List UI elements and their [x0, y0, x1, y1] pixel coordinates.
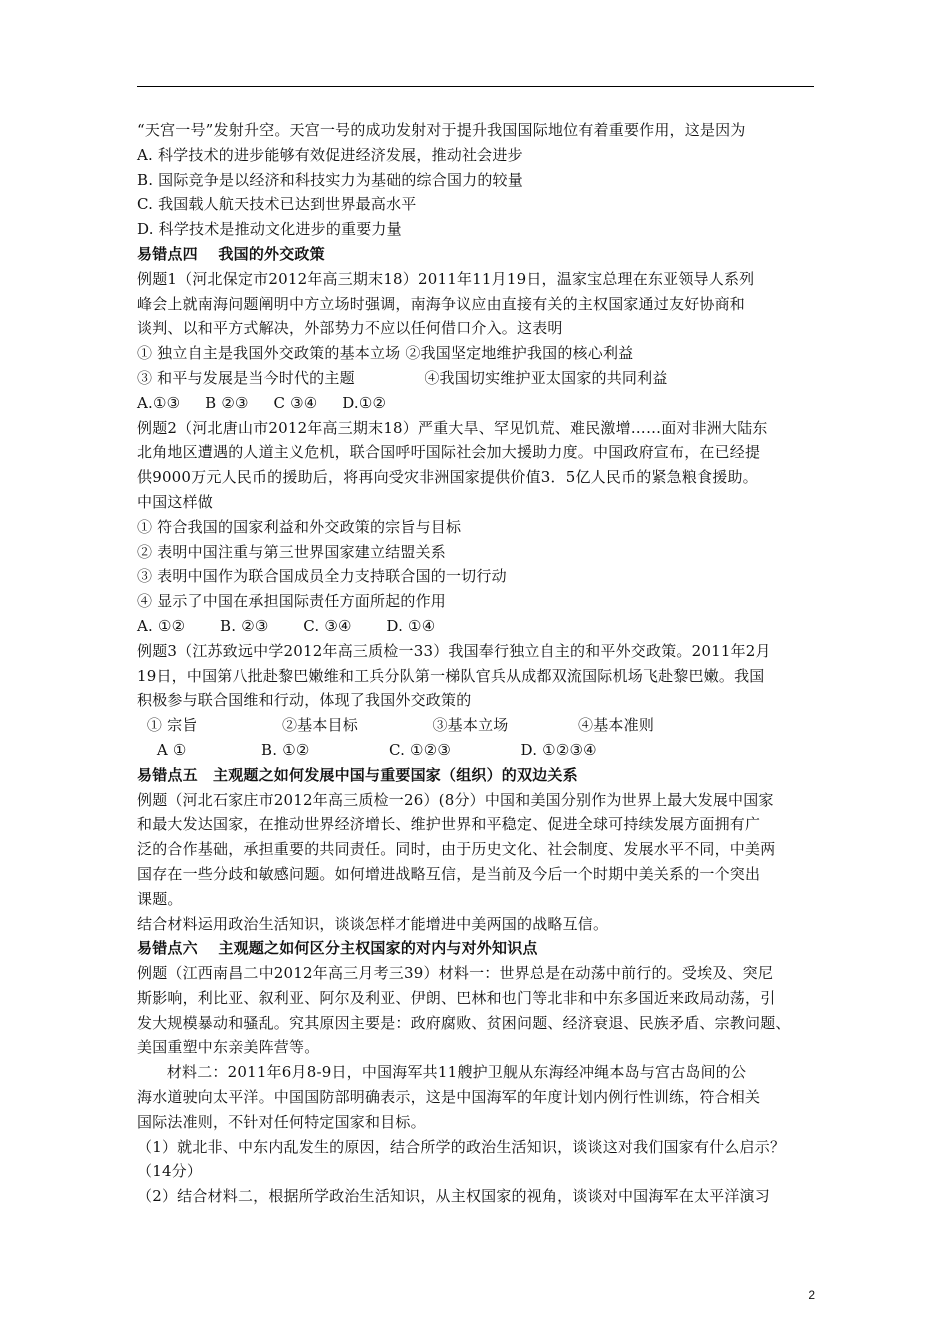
text-line: 斯影响，利比亚、叙利亚、阿尔及利亚、伊朗、巴林和也门等北非和中东多国近来政局动荡，引 [137, 988, 776, 1007]
option-a: A. 科学技术的进步能够有效促进经济发展，推动社会进步 [137, 145, 523, 164]
text-line: 例题3（江苏致远中学2012年高三质检一33）我国奉行独立自主的和平外交政策。2011年2月 [137, 641, 771, 660]
text-line: ④ 显示了中国在承担国际责任方面所起的作用 [137, 592, 446, 611]
text-line: ① 独立自主是我国外交政策的基本立场 ②我国坚定地维护我国的核心利益 [137, 344, 634, 363]
text-line: 发大规模暴动和骚乱。究其原因主要是：政府腐败、贫困问题、经济衰退、民族矛盾、宗教问题、 [137, 1013, 791, 1032]
text-line: ① 宗旨 ②基本目标 ③基本立场 ④基本准则 [137, 716, 655, 735]
option-d: D. 科学技术是推动文化进步的重要力量 [137, 220, 402, 239]
text-line: 国际法准则，不针对任何特定国家和目标。 [137, 1112, 426, 1131]
text-line: ② 表明中国注重与第三世界国家建立结盟关系 [137, 542, 446, 561]
page-number: 2 [808, 1288, 815, 1302]
text-line: “天宫一号”发射升空。天宫一号的成功发射对于提升我国国际地位有着重要作用，这是因为 [137, 121, 746, 139]
text-line: 例题（河北石家庄市2012年高三质检一26）(8分）中国和美国分别作为世界上最大发展中国家 [137, 790, 774, 809]
answer-options: A.①③ B ②③ C ③④ D.①② [137, 393, 387, 412]
text-line: 谈判、以和平方式解决，外部势力不应以任何借口介入。这表明 [137, 319, 563, 338]
text-line: 中国这样做 [137, 492, 214, 511]
text-line: 北角地区遭遇的人道主义危机，联合国呼吁国际社会加大援助力度。中国政府宣布，在已经提 [137, 443, 761, 462]
answer-options: A ① B. ①② C. ①②③ D. ①②③④ [137, 740, 597, 759]
document-body [137, 118, 827, 1209]
text-line: （14分） [137, 1162, 203, 1181]
text-line: 美国重塑中东亲美阵营等。 [137, 1038, 320, 1057]
text-line: 例题1（河北保定市2012年高三期末18）2011年11月19日，温家宝总理在东亚领导人系列 [137, 269, 755, 288]
text-line: （2）结合材料二，根据所学政治生活知识，从主权国家的视角，谈谈对中国海军在太平洋演习 [137, 1187, 770, 1206]
text-line: 材料二：2011年6月8-9日，中国海军共11艘护卫舰从东海经冲绳本岛与宫古岛间的公 [137, 1063, 747, 1082]
text-line: 国存在一些分歧和敏感问题。如何增进战略互信，是当前及今后一个时期中美关系的一个突出 [137, 864, 761, 883]
text-line: 峰会上就南海问题阐明中方立场时强调，南海争议应由直接有关的主权国家通过友好协商和 [137, 294, 746, 313]
text-line: 例题（江西南昌二中2012年高三月考三39）材料一：世界总是在动荡中前行的。受埃及、突尼 [137, 964, 774, 983]
text-line: ③ 和平与发展是当今时代的主题 ④我国切实维护亚太国家的共同利益 [137, 368, 668, 387]
text-line: ① 符合我国的国家利益和外交政策的宗旨与目标 [137, 517, 462, 536]
section-heading-6: 易错点六 主观题之如何区分主权国家的对内与对外知识点 [137, 939, 538, 958]
text-line: 海水道驶向太平洋。中国国防部明确表示，这是中国海军的年度计划内例行性训练，符合相关 [137, 1088, 761, 1107]
text-line: 泛的合作基础，承担重要的共同责任。同时，由于历史文化、社会制度、发展水平不同，中美两 [137, 840, 776, 859]
text-line: 积极参与联合国维和行动，体现了我国外交政策的 [137, 691, 472, 710]
section-heading-5: 易错点五 主观题之如何发展中国与重要国家（组织）的双边关系 [137, 765, 578, 784]
text-line: 和最大发达国家，在推动世界经济增长、维护世界和平稳定、促进全球可持续发展方面拥有广 [137, 815, 761, 834]
section-heading-4: 易错点四 我国的外交政策 [137, 244, 325, 263]
text-line: 结合材料运用政治生活知识，谈谈怎样才能增进中美两国的战略互信。 [137, 914, 609, 933]
answer-options: A. ①② B. ②③ C. ③④ D. ①④ [137, 616, 436, 635]
header-rule [137, 86, 814, 87]
option-b: B. 国际竞争是以经济和科技实力为基础的综合国力的较量 [137, 170, 523, 189]
text-line: 例题2（河北唐山市2012年高三期末18）严重大旱、罕见饥荒、难民激增……面对非洲大陆东 [137, 418, 768, 437]
text-line: 课题。 [137, 889, 183, 908]
text-line: （1）就北非、中东内乱发生的原因，结合所学的政治生活知识，谈谈这对我们国家有什么启示？ [137, 1137, 786, 1156]
text-line: ③ 表明中国作为联合国成员全力支持联合国的一切行动 [137, 567, 507, 586]
text-line: 19日，中国第八批赴黎巴嫩维和工兵分队第一梯队官兵从成都双流国际机场飞赴黎巴嫩。我国 [137, 666, 765, 685]
text-line: 供9000万元人民币的援助后，将再向受灾非洲国家提供价值3．5亿人民币的紧急粮食援助。 [137, 468, 758, 487]
option-c: C. 我国载人航天技术已达到世界最高水平 [137, 195, 417, 214]
